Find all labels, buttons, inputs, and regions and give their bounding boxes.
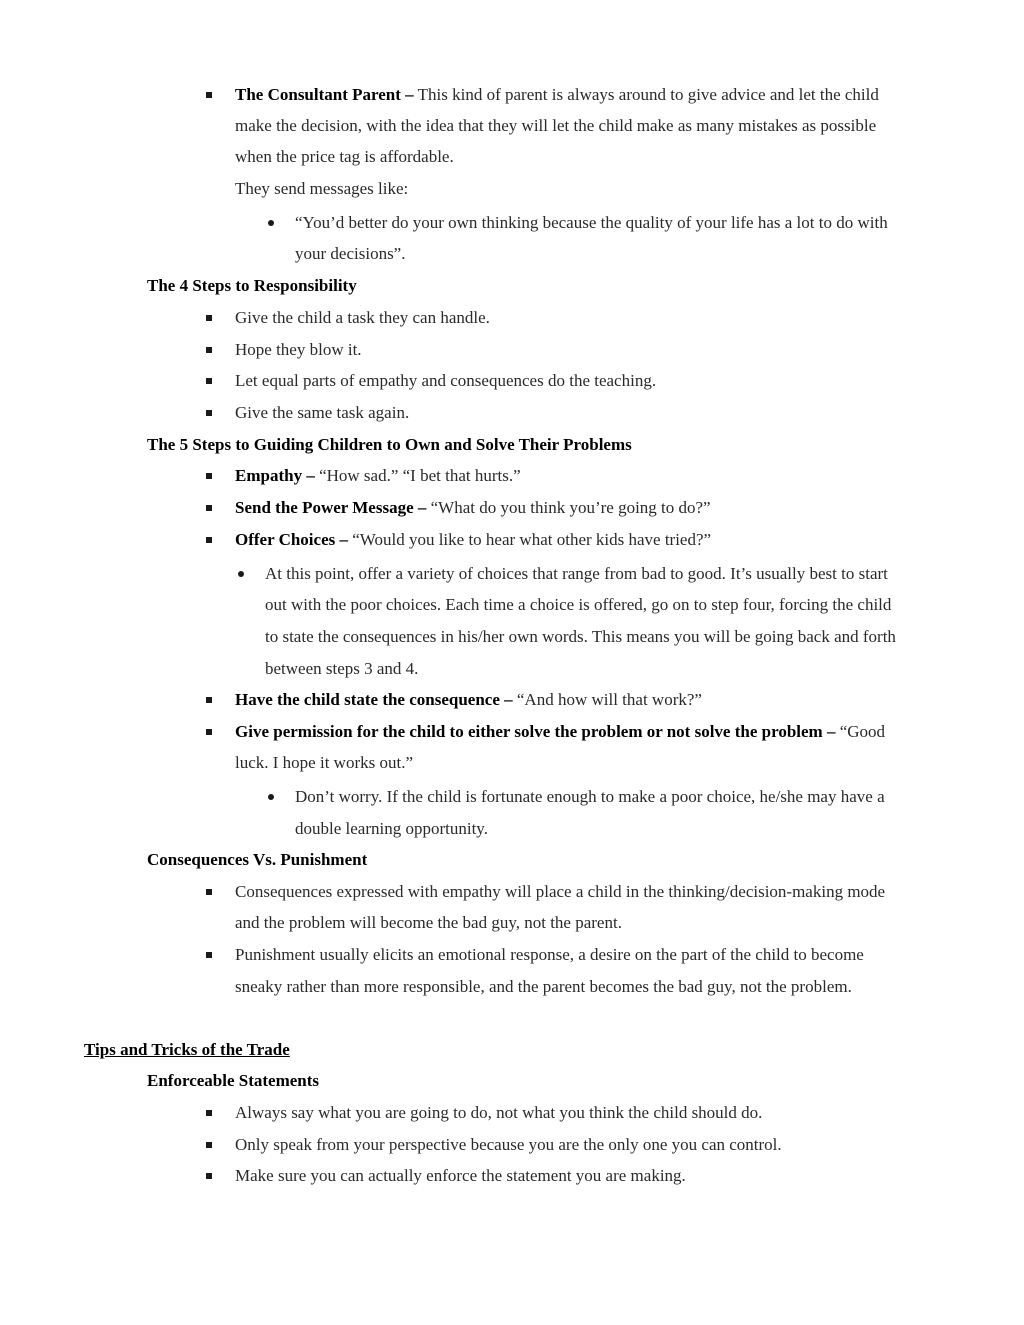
tips-item: Make sure you can actually enforce the statement you are making. bbox=[235, 1166, 686, 1185]
square-bullet-icon bbox=[206, 410, 212, 416]
tips-item: Only speak from your perspective because you are the only one you can control. bbox=[235, 1135, 782, 1154]
consultant-messages-intro: They send messages like: bbox=[235, 179, 409, 198]
step-1-term: Empathy – bbox=[235, 466, 315, 485]
step-5-term: Give permission for the child to either solve the problem or not solve the problem – bbox=[235, 722, 836, 741]
step-3-note-line-2: out with the poor choices. Each time a choice is offered, go on to step four, forcing the child bbox=[265, 595, 892, 614]
step-1-text: “How sad.” “I bet that hurts.” bbox=[319, 466, 521, 485]
five-steps-step-3 bbox=[235, 530, 711, 550]
five-steps-step-1 bbox=[235, 466, 521, 486]
square-bullet-icon bbox=[206, 889, 212, 895]
five-steps-step-5 bbox=[235, 722, 885, 742]
square-bullet-icon bbox=[206, 1110, 212, 1116]
tips-heading: Tips and Tricks of the Trade bbox=[84, 1040, 290, 1059]
square-bullet-icon bbox=[206, 505, 212, 511]
square-bullet-icon bbox=[206, 378, 212, 384]
square-bullet-icon bbox=[206, 697, 212, 703]
consultant-line-2: make the decision, with the idea that they will let the child make as many mistakes as possible bbox=[235, 116, 877, 135]
four-steps-heading: The 4 Steps to Responsibility bbox=[147, 276, 357, 295]
round-bullet-icon bbox=[268, 794, 274, 800]
five-steps-step-2 bbox=[235, 498, 711, 518]
consultant-line-1 bbox=[235, 85, 879, 105]
consultant-line-3: when the price tag is affordable. bbox=[235, 147, 454, 166]
consequences-item-1-line-1: Consequences expressed with empathy will place a child in the thinking/decision-making mode bbox=[235, 882, 886, 901]
square-bullet-icon bbox=[206, 92, 212, 98]
square-bullet-icon bbox=[206, 315, 212, 321]
consequences-item-2-line-1: Punishment usually elicits an emotional response, a desire on the part of the child to become bbox=[235, 945, 864, 964]
square-bullet-icon bbox=[206, 1173, 212, 1179]
five-steps-heading: The 5 Steps to Guiding Children to Own and Solve Their Problems bbox=[147, 435, 632, 454]
step-5-note-line-1: Don’t worry. If the child is fortunate enough to make a poor choice, he/she may have a bbox=[295, 787, 885, 806]
tips-item: Always say what you are going to do, not what you think the child should do. bbox=[235, 1103, 763, 1122]
step-5-text-line-2: luck. I hope it works out.” bbox=[235, 753, 413, 772]
four-steps-item: Give the child a task they can handle. bbox=[235, 308, 490, 327]
step-3-note-line-4: between steps 3 and 4. bbox=[265, 659, 419, 678]
four-steps-item: Give the same task again. bbox=[235, 403, 410, 422]
consequences-item-2-line-2: sneaky rather than more responsible, and the parent becomes the bad guy, not the problem. bbox=[235, 977, 852, 996]
step-5-note-line-2: double learning opportunity. bbox=[295, 819, 488, 838]
consultant-quote-line-1: “You’d better do your own thinking because the quality of your life has a lot to do with bbox=[295, 213, 888, 232]
consultant-text: This kind of parent is always around to give advice and let the child bbox=[417, 85, 879, 104]
square-bullet-icon bbox=[206, 1142, 212, 1148]
step-4-text: “And how will that work?” bbox=[516, 690, 702, 709]
step-3-note-line-1: At this point, offer a variety of choices that range from bad to good. It’s usually best to start bbox=[265, 564, 888, 583]
enforceable-statements-heading: Enforceable Statements bbox=[147, 1071, 320, 1090]
round-bullet-icon bbox=[238, 571, 244, 577]
step-4-term: Have the child state the consequence – bbox=[235, 690, 513, 709]
round-bullet-icon bbox=[268, 220, 274, 226]
consultant-term: The Consultant Parent – bbox=[235, 85, 414, 104]
square-bullet-icon bbox=[206, 347, 212, 353]
step-3-text: “Would you like to hear what other kids have tried?” bbox=[352, 530, 712, 549]
step-5-text: “Good bbox=[839, 722, 886, 741]
consequences-heading: Consequences Vs. Punishment bbox=[147, 850, 368, 869]
square-bullet-icon bbox=[206, 537, 212, 543]
square-bullet-icon bbox=[206, 473, 212, 479]
square-bullet-icon bbox=[206, 729, 212, 735]
step-3-note-line-3: to state the consequences in his/her own words. This means you will be going back and forth bbox=[265, 627, 896, 646]
consequences-item-1-line-2: and the problem will become the bad guy, not the parent. bbox=[235, 913, 622, 932]
square-bullet-icon bbox=[206, 952, 212, 958]
step-2-term: Send the Power Message – bbox=[235, 498, 427, 517]
step-2-text: “What do you think you’re going to do?” bbox=[430, 498, 711, 517]
consultant-quote-line-2: your decisions”. bbox=[295, 244, 406, 263]
step-3-term: Offer Choices – bbox=[235, 530, 348, 549]
five-steps-step-4 bbox=[235, 690, 702, 710]
four-steps-item: Let equal parts of empathy and consequences do the teaching. bbox=[235, 371, 657, 390]
four-steps-item: Hope they blow it. bbox=[235, 340, 362, 359]
